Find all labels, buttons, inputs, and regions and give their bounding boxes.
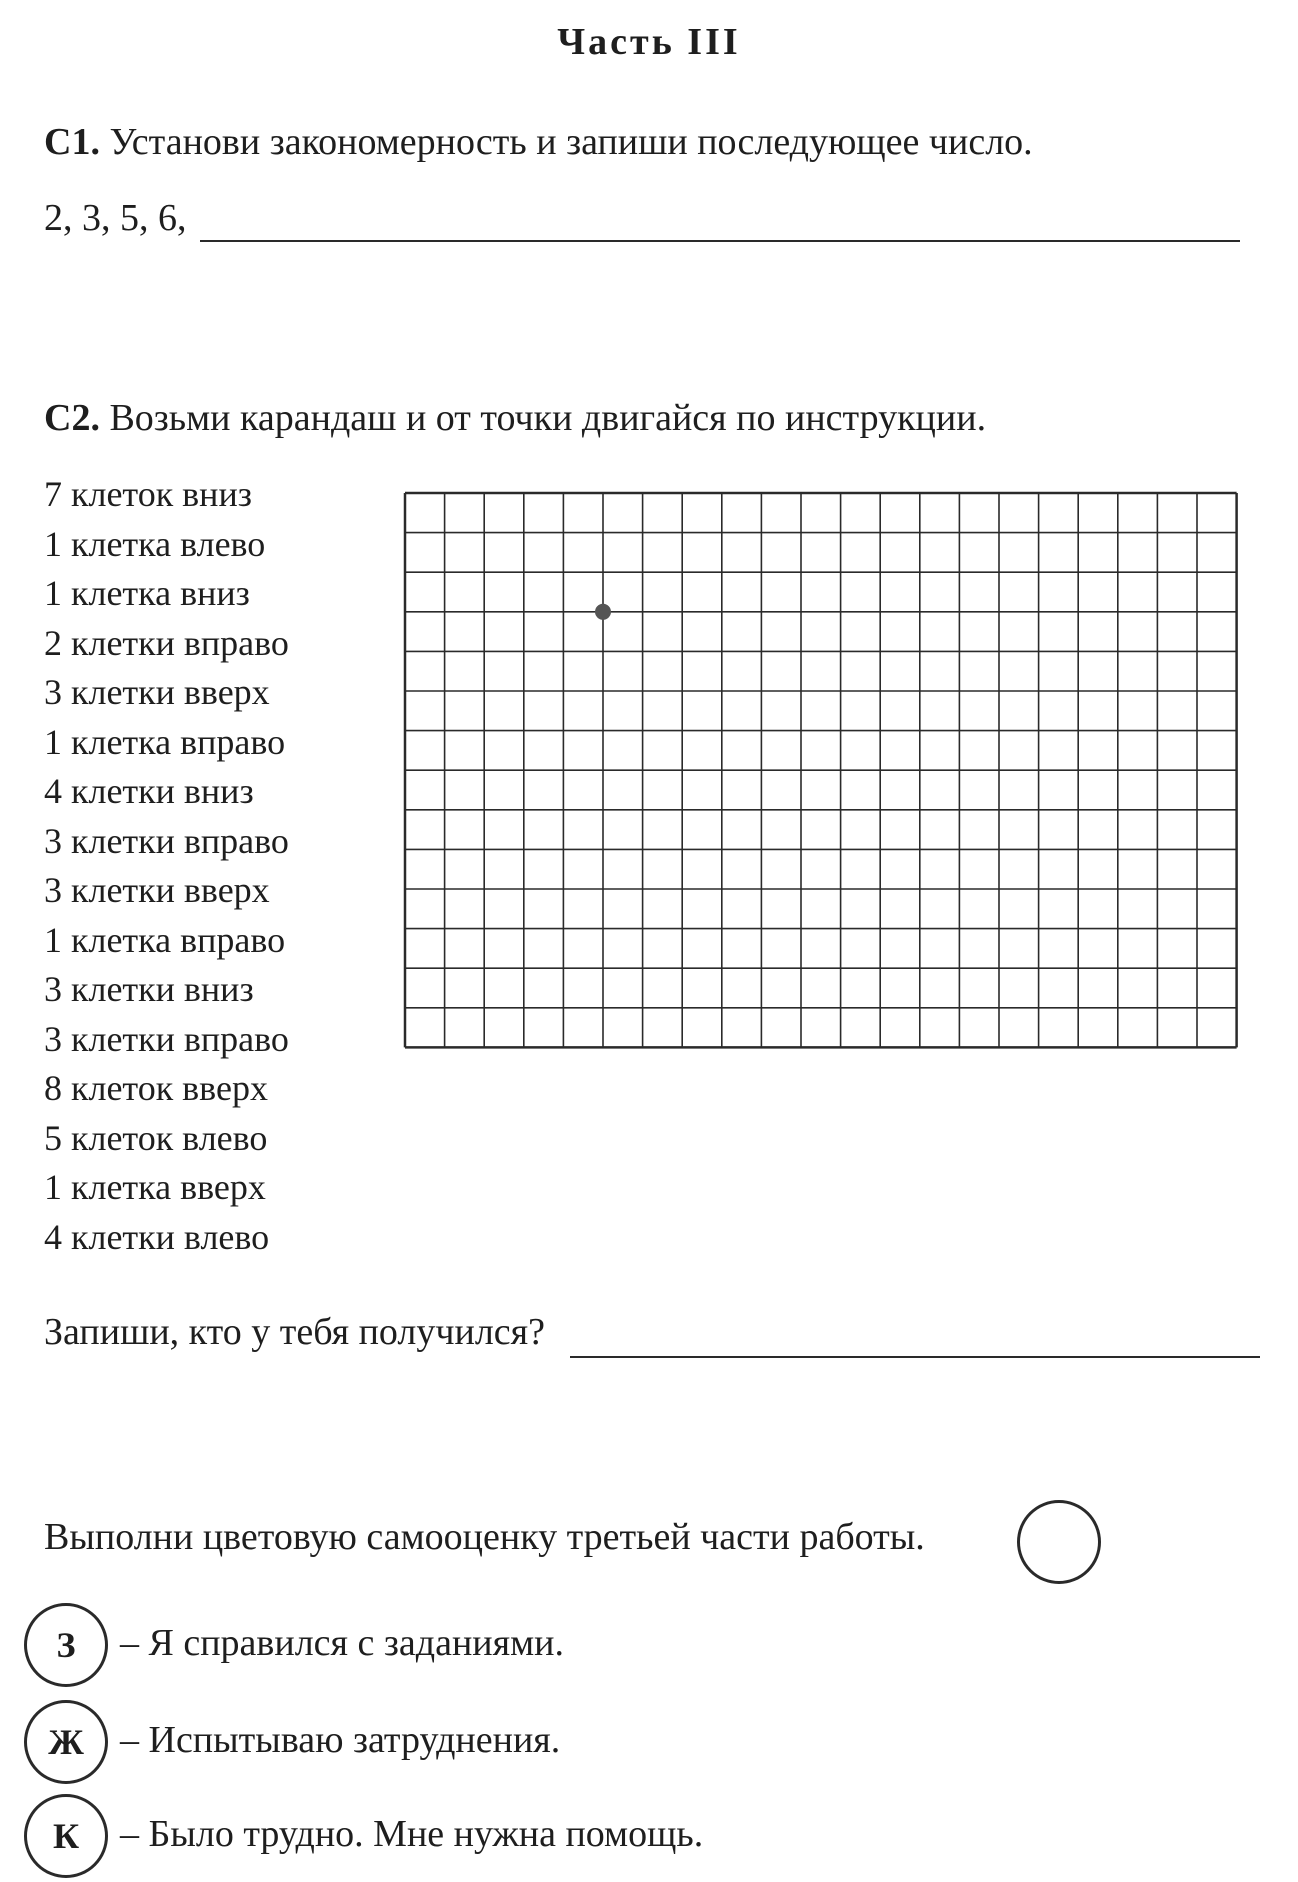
instruction-item: 1 клетка влево bbox=[44, 523, 266, 564]
drawing-grid[interactable] bbox=[403, 491, 1241, 1053]
task-c2-text: Возьми карандаш и от точки двигайся по инструкции. bbox=[109, 397, 987, 439]
c1-answer-line[interactable] bbox=[200, 240, 1240, 242]
number-sequence: 2, 3, 5, 6, bbox=[44, 197, 187, 239]
instruction-list bbox=[44, 470, 289, 1262]
instruction-item: 8 клеток вверх bbox=[44, 1068, 268, 1108]
instruction-item: 3 клетки вправо bbox=[44, 1018, 289, 1059]
instruction-item: 1 клетка вправо bbox=[44, 919, 286, 960]
task-c2-label: С2. bbox=[44, 397, 100, 439]
legend-letter-circle: К bbox=[24, 1794, 108, 1878]
self-assessment-prompt: Выполни цветовую самооценку третьей части работы. bbox=[44, 1516, 925, 1558]
legend-text: – Испытываю затруднения. bbox=[120, 1719, 561, 1761]
instruction-item: 5 клеток влево bbox=[44, 1117, 268, 1158]
task-c1-label: С1. bbox=[44, 121, 100, 163]
start-point bbox=[595, 604, 611, 620]
instruction-item: 4 клетки вниз bbox=[44, 771, 254, 811]
instruction-item: 1 клетка вправо bbox=[44, 721, 286, 762]
c2-answer-line[interactable] bbox=[570, 1356, 1260, 1358]
page-title: Часть III bbox=[557, 21, 741, 63]
instruction-item: 3 клетки вверх bbox=[44, 870, 270, 910]
legend-text: – Было трудно. Мне нужна помощь. bbox=[120, 1813, 704, 1855]
instruction-item: 3 клетки вверх bbox=[44, 672, 270, 712]
instruction-item: 3 клетки вниз bbox=[44, 969, 254, 1009]
result-question: Запиши, кто у тебя получился? bbox=[44, 1311, 545, 1353]
task-c1-text: Установи закономерность и запиши последующее число. bbox=[109, 121, 1033, 163]
self-assessment-circle[interactable] bbox=[1017, 1500, 1101, 1584]
instruction-item: 7 клеток вниз bbox=[44, 474, 252, 514]
instruction-item: 1 клетка вверх bbox=[44, 1167, 266, 1207]
instruction-item: 2 клетки вправо bbox=[44, 622, 289, 663]
legend-letter-circle: Ж bbox=[24, 1700, 108, 1784]
legend-text: – Я справился с заданиями. bbox=[120, 1622, 564, 1664]
instruction-item: 3 клетки вправо bbox=[44, 820, 289, 861]
task-c1 bbox=[44, 120, 1033, 164]
instruction-item: 4 клетки влево bbox=[44, 1216, 270, 1257]
instruction-item: 1 клетка вниз bbox=[44, 573, 250, 613]
task-c2 bbox=[44, 396, 986, 440]
legend-letter-circle: З bbox=[24, 1603, 108, 1687]
